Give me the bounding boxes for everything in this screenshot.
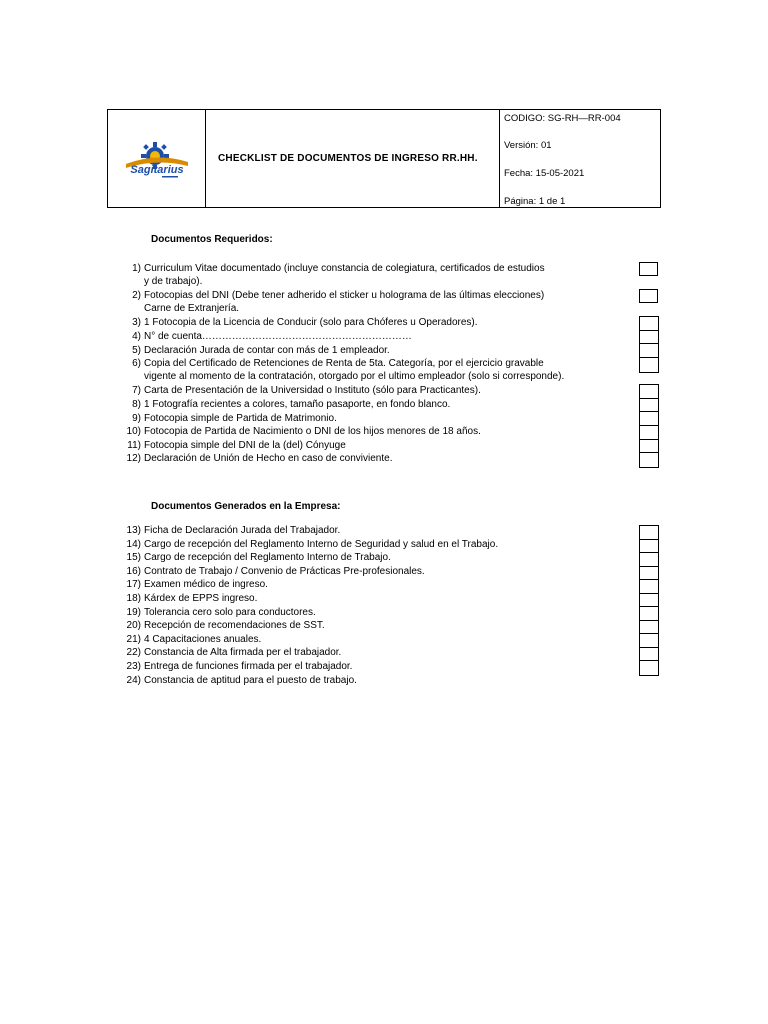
checkbox-item-23[interactable]	[640, 661, 658, 675]
checkbox-item-3[interactable]	[640, 317, 658, 331]
checkbox-item-1[interactable]	[639, 262, 658, 276]
list-item-number: 20)	[126, 620, 141, 632]
list-item-text: Declaración de Unión de Hecho en caso de conviviente.	[144, 453, 393, 465]
list-item-text: Constancia de Alta firmada per el trabajador.	[144, 647, 342, 659]
checkbox-item-22[interactable]	[640, 648, 658, 661]
list-item-number: 10)	[126, 426, 141, 438]
list-item-number: 8)	[132, 399, 141, 410]
list-item-text: Examen médico de ingreso.	[144, 579, 268, 591]
list-item-text: Fotocopia simple del DNI de la (del) Cónyuge	[144, 439, 346, 451]
list-item-text: Fotocopia simple de Partida de Matrimonio.	[144, 412, 337, 424]
checkbox-group-13-24	[639, 525, 659, 676]
list-item-text: Carne de Extranjería.	[144, 303, 240, 315]
list-item-text: Copia del Certificado de Retenciones de Renta de 5ta. Categoría, por el ejercicio gravable	[144, 358, 544, 370]
list-item-number: 12)	[126, 453, 141, 465]
checkbox-item-6[interactable]	[640, 358, 658, 372]
checkbox-item-15[interactable]	[640, 553, 658, 567]
checkbox-item-17[interactable]	[640, 580, 658, 594]
list-item-text: Carta de Presentación de la Universidad o Instituto (sólo para Practicantes).	[144, 385, 481, 397]
list-item-text: Cargo de recepción del Reglamento Interno de Trabajo.	[144, 552, 391, 564]
checkbox-item-5[interactable]	[640, 344, 658, 358]
list-item-number: 9)	[132, 412, 141, 424]
list-item-number: 7)	[132, 385, 141, 397]
document-title-cell	[206, 110, 500, 207]
checkbox-item-4[interactable]	[640, 331, 658, 344]
document-code: CODIGO: SG-RH—RR-004	[504, 113, 621, 124]
checkbox-item-7[interactable]	[640, 385, 658, 399]
logo-cell	[108, 110, 206, 207]
list-item-number: 21)	[126, 633, 141, 645]
document-version: Versión: 01	[504, 140, 552, 151]
list-item-number: 6)	[132, 358, 141, 370]
list-item-number: 22)	[126, 647, 141, 659]
list-item-text: Ficha de Declaración Jurada del Trabajador.	[144, 525, 341, 536]
document-page: Página: 1 de 1	[504, 196, 566, 207]
document-info-cell	[500, 110, 660, 207]
list-item-text: Cargo de recepción del Reglamento Interno de Seguridad y salud en el Trabajo.	[144, 538, 499, 550]
document-title: CHECKLIST DE DOCUMENTOS DE INGRESO RR.HH.	[218, 153, 478, 164]
list-item-text: Constancia de aptitud para el puesto de trabajo.	[144, 674, 357, 686]
list-item-number: 4)	[132, 331, 141, 342]
document-date: Fecha: 15-05-2021	[504, 168, 585, 179]
checkbox-item-11[interactable]	[640, 440, 658, 453]
list-item-number: 19)	[126, 606, 141, 618]
list-item-number: 1)	[132, 263, 141, 274]
list-item-number: 5)	[132, 344, 141, 356]
list-item-text: y de trabajo).	[144, 276, 203, 288]
list-item-number: 14)	[126, 538, 141, 550]
list-item-number: 18)	[126, 593, 141, 604]
list-item-number: 13)	[126, 525, 141, 536]
list-item-text: Fotocopias del DNI (Debe tener adherido el sticker u holograma de las últimas elecciones)	[144, 290, 545, 302]
checkbox-item-13[interactable]	[640, 526, 658, 540]
list-item-text: vigente al momento de la contratación, otorgado por el ultimo empleador (solo si corresponde).	[144, 371, 565, 383]
checkbox-item-18[interactable]	[640, 594, 658, 607]
checkbox-item-8[interactable]	[640, 399, 658, 412]
checkbox-item-19[interactable]	[640, 607, 658, 621]
sagitarius-logo	[122, 138, 192, 180]
list-item-text: Kárdex de EPPS ingreso.	[144, 593, 258, 604]
checkbox-group-7-12	[639, 384, 659, 468]
logo-text: Sagitarius	[129, 163, 184, 176]
checkbox-item-12[interactable]	[640, 453, 658, 467]
list-item-number: 15)	[126, 552, 141, 564]
list-item-text: 4 Capacitaciones anuales.	[144, 633, 262, 645]
list-item-number: 3)	[132, 317, 141, 329]
list-item-text: N° de cuenta………………………………………………………	[144, 331, 412, 342]
checkbox-item-20[interactable]	[640, 621, 658, 634]
list-item-number: 16)	[126, 565, 141, 577]
list-item-number: 11)	[127, 439, 141, 451]
checkbox-item-2[interactable]	[639, 289, 658, 303]
section-generated-title: Documentos Generados en la Empresa:	[151, 501, 341, 512]
list-item-number: 24)	[126, 674, 141, 686]
checkbox-item-16[interactable]	[640, 567, 658, 580]
checkbox-item-14[interactable]	[640, 540, 658, 553]
checkbox-group-3-6	[639, 316, 659, 373]
list-item-text: Declaración Jurada de contar con más de 1 empleador.	[144, 344, 390, 356]
section-required-title: Documentos Requeridos:	[151, 234, 273, 245]
document-header	[107, 109, 661, 208]
list-item-text: Curriculum Vitae documentado (incluye constancia de colegiatura, certificados de estudios	[144, 263, 545, 274]
list-item-text: Fotocopia de Partida de Nacimiento o DNI de los hijos menores de 18 años.	[144, 426, 481, 438]
checkbox-item-10[interactable]	[640, 426, 658, 440]
list-item-text: Contrato de Trabajo / Convenio de Prácticas Pre-profesionales.	[144, 565, 425, 577]
list-item-number: 23)	[126, 661, 141, 672]
list-item-text: Tolerancia cero solo para conductores.	[144, 606, 316, 618]
list-item-text: Entrega de funciones firmada per el trabajador.	[144, 661, 353, 672]
list-item-number: 17)	[126, 579, 141, 591]
checkbox-item-21[interactable]	[640, 634, 658, 648]
list-item-text: 1 Fotocopia de la Licencia de Conducir (solo para Chóferes u Operadores).	[144, 317, 478, 329]
list-item-text: Recepción de recomendaciones de SST.	[144, 620, 325, 632]
list-item-text: 1 Fotografía recientes a colores, tamaño pasaporte, en fondo blanco.	[144, 399, 451, 410]
list-item-number: 2)	[132, 290, 141, 302]
checkbox-item-9[interactable]	[640, 412, 658, 426]
